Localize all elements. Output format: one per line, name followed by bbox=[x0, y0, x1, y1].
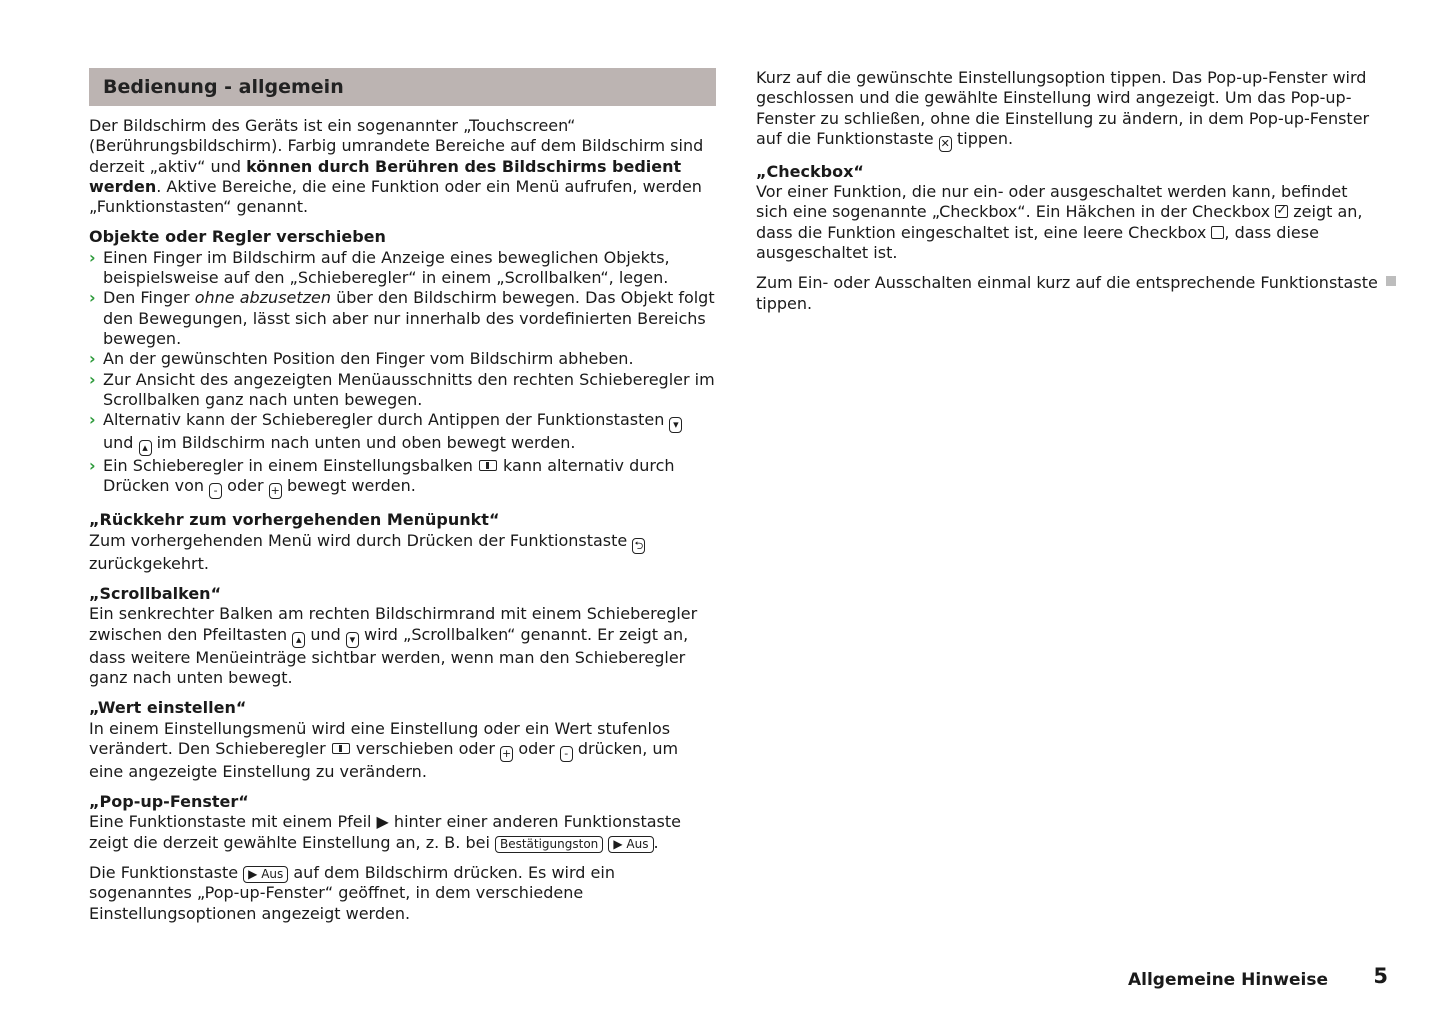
checked-checkbox-icon bbox=[1275, 205, 1288, 218]
left-column bbox=[89, 68, 716, 934]
checkbox-text: Vor einer Funktion, die nur ein- oder ausgeschaltet werden kann, befindet sich eine sogenannte „Checkbox“. Ein Häkchen in der Checkbox bbox=[756, 182, 1348, 222]
value-block bbox=[89, 698, 716, 782]
arrow-up-key-icon: ▴ bbox=[292, 632, 305, 648]
checkbox-paragraph bbox=[756, 182, 1382, 263]
step-text: Ein Schieberegler in einem Einstellungsbalken bbox=[103, 456, 478, 476]
scroll-heading: „Scrollbalken“ bbox=[89, 584, 222, 604]
list-item bbox=[89, 288, 716, 349]
popup-text: Kurz auf die gewünschte Einstellungsoption tippen. Das Pop-up-Fenster wird geschlossen und die gewählte Einstellung wird angezeigt. Um das Pop-up-Fenster zu schließen, ohne die Einstellung zu ändern, in dem Pop-up-Fenster auf die Funktionstaste bbox=[756, 68, 1370, 148]
scroll-block bbox=[89, 584, 716, 688]
list-item bbox=[89, 370, 716, 411]
popup-heading: „Pop-up-Fenster“ bbox=[89, 792, 249, 812]
empty-checkbox-icon bbox=[1211, 226, 1224, 239]
aus-key: ▶ Aus bbox=[243, 866, 288, 883]
scroll-text: wird „Scrollbalken“ genannt. Er zeigt an, dass weitere Menüeinträge sichtbar werden, wenn man den Schieberegler ganz nach unten bewegt. bbox=[89, 624, 689, 687]
step-italic: ohne abzusetzen bbox=[194, 288, 332, 308]
back-text: zurückgekehrt. bbox=[89, 553, 209, 573]
plus-key-icon: + bbox=[270, 484, 280, 498]
plus-key-icon: + bbox=[502, 746, 512, 760]
step-text: und bbox=[103, 433, 139, 453]
step-text: Alternativ kann der Schieberegler durch Antippen der Funktionstasten bbox=[103, 410, 670, 430]
popup-paragraph-3 bbox=[756, 68, 1382, 152]
close-key-icon: ✕ bbox=[940, 136, 950, 150]
minus-key-icon: - bbox=[209, 483, 222, 499]
scroll-text: Ein senkrechter Balken am rechten Bildschirmrand mit einem Schieberegler zwischen den Pfeiltasten bbox=[89, 604, 698, 644]
value-text: In einem Einstellungsmenü wird eine Einstellung oder ein Wert stufenlos verändert. Den Schieberegler bbox=[89, 718, 671, 758]
bestaetigungston-key: Bestätigungston bbox=[495, 836, 603, 853]
intro-text-2: . Aktive Bereiche, die eine Funktion oder ein Menü aufrufen, werden „Funktionstasten“ genannt. bbox=[89, 176, 702, 217]
popup-text: auf dem Bildschirm drücken. Es wird ein sogenanntes „Pop-up-Fenster“ geöffnet, in dem verschiedene Einstellungsoptionen angezeigt werden. bbox=[89, 863, 615, 923]
arrow-down-key-icon: ▾ bbox=[346, 632, 359, 648]
checkbox-paragraph-2: Zum Ein- oder Ausschalten einmal kurz auf die entsprechende Funktionstaste tippen. bbox=[756, 273, 1378, 313]
slider-icon bbox=[332, 743, 350, 754]
popup-text: Eine Funktionstaste mit einem Pfeil ▶ hinter einer anderen Funktionstaste zeigt die derzeit gewählte Einstellung an, z. B. bei bbox=[89, 812, 682, 852]
aus-key: ▶ Aus bbox=[608, 836, 653, 853]
back-heading: „Rückkehr zum vorhergehenden Menüpunkt“ bbox=[89, 510, 500, 530]
scroll-paragraph bbox=[89, 604, 716, 688]
checkbox-text: zeigt an, dass die Funktion eingeschaltet ist, eine leere Checkbox bbox=[756, 202, 1363, 242]
chevron-icon: › bbox=[89, 349, 96, 369]
step-text: Einen Finger im Bildschirm auf die Anzeige eines beweglichen Objekts, beispielsweise auf den „Schieberegler“ in einem „Scrollbalken“, legen. bbox=[103, 247, 670, 288]
popup-text: tippen. bbox=[951, 128, 1014, 148]
popup-paragraph bbox=[89, 812, 716, 853]
chevron-icon: › bbox=[89, 410, 96, 430]
popup-paragraph-2 bbox=[89, 863, 716, 924]
intro-bold: können durch Berühren des Bildschirms bedient werden bbox=[89, 156, 682, 196]
back-text: Zum vorhergehenden Menü wird durch Drücken der Funktionstaste bbox=[89, 530, 633, 550]
intro-text-1: Der Bildschirm des Geräts ist ein sogenannter „Touchscreen“ (Berührungsbildschirm). Farbig umrandete Bereiche auf dem Bildschirm sind derzeit „aktiv“ und bbox=[89, 116, 704, 176]
checkbox-block bbox=[756, 162, 1382, 263]
list-item bbox=[89, 456, 716, 499]
step-text: oder bbox=[222, 476, 269, 496]
value-paragraph bbox=[89, 719, 716, 783]
back-paragraph bbox=[89, 531, 716, 574]
step-text: Zur Ansicht des angezeigten Menüausschnitts den rechten Schieberegler im Scrollbalken ganz nach unten bewegen. bbox=[103, 369, 715, 409]
step-text: im Bildschirm nach unten und oben bewegt werden. bbox=[151, 433, 576, 453]
section-end-marker bbox=[1386, 276, 1396, 286]
intro-paragraph bbox=[89, 116, 716, 217]
step-text: An der gewünschten Position den Finger vom Bildschirm abheben. bbox=[103, 349, 634, 369]
chevron-icon: › bbox=[89, 456, 96, 476]
objects-steps bbox=[89, 248, 716, 500]
value-text: verschieben oder bbox=[350, 738, 501, 758]
back-key-icon: ⮌ bbox=[632, 538, 645, 554]
popup-block bbox=[89, 792, 716, 853]
step-text: über den Bildschirm bewegen. Das Objekt folgt den Bewegungen, lässt sich aber nur innerhalb des vordefinierten Bereichs bewegen. bbox=[103, 288, 715, 348]
minus-key-icon: - bbox=[560, 746, 573, 762]
chevron-icon: › bbox=[89, 288, 96, 308]
value-text: oder bbox=[513, 738, 560, 758]
list-item bbox=[89, 410, 716, 456]
chevron-icon: › bbox=[89, 369, 96, 389]
value-heading: „Wert einstellen“ bbox=[89, 698, 247, 718]
chevron-icon: › bbox=[89, 247, 96, 267]
scroll-text: und bbox=[305, 624, 346, 644]
slider-icon bbox=[479, 460, 497, 471]
step-text: kann alternativ durch Drücken von bbox=[103, 456, 675, 496]
popup-text: Die Funktionstaste bbox=[89, 863, 244, 883]
section-title: Bedienung - allgemein bbox=[89, 68, 716, 106]
checkbox-heading: „Checkbox“ bbox=[756, 161, 864, 181]
back-block bbox=[89, 510, 716, 574]
right-column bbox=[756, 68, 1382, 324]
footer-section-title: Allgemeine Hinweise bbox=[1128, 970, 1328, 990]
page-number: 5 bbox=[1373, 964, 1388, 988]
list-item bbox=[89, 349, 716, 369]
step-text: Den Finger bbox=[103, 288, 195, 308]
objects-heading: Objekte oder Regler verschieben bbox=[89, 227, 386, 247]
step-text: bewegt werden. bbox=[281, 476, 416, 496]
value-text: drücken, um eine angezeigte Einstellung zu verändern. bbox=[89, 738, 679, 781]
checkbox-text: , dass diese ausgeschaltet ist. bbox=[756, 222, 1319, 263]
list-item bbox=[89, 248, 716, 289]
popup-text: . bbox=[653, 832, 659, 852]
arrow-up-key-icon: ▴ bbox=[139, 440, 152, 456]
arrow-down-key-icon: ▾ bbox=[669, 417, 682, 433]
